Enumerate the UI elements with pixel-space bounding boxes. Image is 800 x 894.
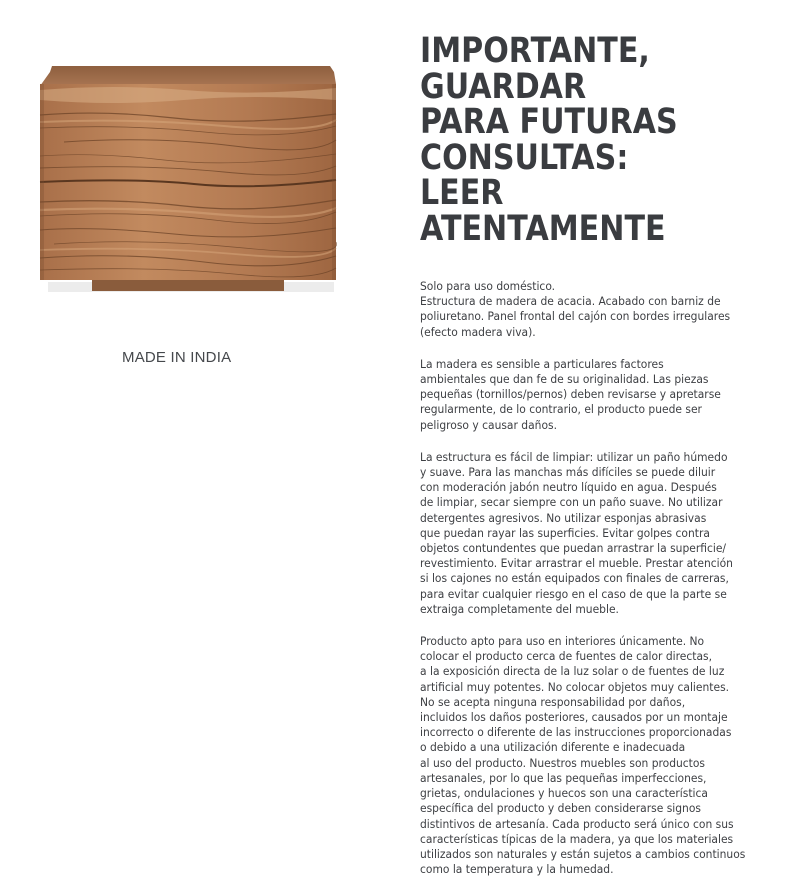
paragraph-cleaning — [420, 450, 790, 617]
headline-line: LEER — [420, 173, 504, 213]
top-surface — [40, 66, 336, 86]
text-line: como la temperatura y la humedad. — [420, 862, 614, 877]
text-line: distintivos de artesanía. Cada producto será único con sus — [420, 816, 734, 831]
text-line: pequeñas (tornillos/pernos) deben revisarse y apretarse — [420, 387, 721, 402]
paragraph-indoor-use — [420, 634, 790, 877]
text-line: características típicas de la madera, ya que los materiales — [420, 831, 734, 846]
paragraph-usage — [420, 279, 790, 340]
text-line: ambientales que dan fe de su originalidad. Las piezas — [420, 372, 709, 387]
text-line: (efecto madera viva). — [420, 324, 536, 339]
text-line: utilizados son naturales y están sujetos a cambios continuos — [420, 846, 746, 861]
text-line: incluidos los daños posteriores, causados por un montaje — [420, 710, 728, 725]
text-line: específica del producto y deben considerarse signos — [420, 801, 701, 816]
text-line: con moderación jabón neutro líquido en agua. Después — [420, 480, 717, 495]
text-line: artesanales, por lo que las pequeñas imperfecciones, — [420, 770, 707, 785]
headline-line: IMPORTANTE, — [420, 31, 650, 71]
text-line: detergentes agresivos. No utilizar esponjas abrasivas — [420, 510, 707, 525]
nightstand-illustration — [34, 60, 342, 300]
text-line: y suave. Para las manchas más difíciles se puede diluir — [420, 465, 716, 480]
text-line: incorrecto o diferente de las instrucciones proporcionadas — [420, 725, 732, 740]
text-line: colocar el producto cerca de fuentes de calor directas, — [420, 649, 713, 664]
text-line: poliuretano. Panel frontal del cajón con bordes irregulares — [420, 309, 731, 324]
headline-line: ATENTAMENTE — [420, 208, 666, 249]
headline-line: PARA FUTURAS — [420, 102, 678, 142]
plinth — [92, 280, 284, 291]
text-line: La estructura es fácil de limpiar: utilizar un paño húmedo — [420, 449, 728, 464]
instructions-body — [420, 279, 790, 894]
headline-line: CONSULTAS: — [420, 137, 629, 178]
headline-line: GUARDAR — [420, 66, 587, 107]
text-line: al uso del producto. Nuestros muebles son productos — [420, 755, 706, 770]
text-line: extraiga completamente del mueble. — [420, 601, 619, 616]
product-image — [34, 60, 342, 300]
text-line: La madera es sensible a particulares factores — [420, 356, 664, 371]
text-line: si los cajones no están equipados con finales de carreras, — [420, 571, 729, 586]
text-line: Producto apto para uso en interiores únicamente. No — [420, 634, 705, 649]
made-in-label: MADE IN INDIA — [122, 349, 232, 366]
text-line: objetos contundentes que puedan arrastrar la superficie/ — [420, 541, 727, 556]
text-line: Solo para uso doméstico. — [420, 279, 556, 293]
text-line: peligroso y causar daños. — [420, 417, 557, 432]
text-line: Estructura de madera de acacia. Acabado con barniz de — [420, 294, 721, 309]
text-line: a la exposición directa de la luz solar o de fuentes de luz — [420, 664, 725, 679]
text-line: No se acepta ninguna responsabilidad por daños, — [420, 694, 686, 709]
text-line: que puedan rayar las superficies. Evitar golpes contra — [420, 525, 710, 540]
text-line: regularmente, de lo contrario, el producto puede ser — [420, 402, 702, 417]
text-line: para evitar cualquier riesgo en el caso de que la parte se — [420, 586, 727, 601]
text-line: de limpiar, secar siempre con un paño suave. No utilizar — [420, 495, 723, 510]
text-line: artificial muy potentes. No colocar objetos muy calientes. — [420, 679, 730, 694]
text-line: o debido a una utilización diferente e inadecuada — [420, 740, 686, 755]
paragraph-wood-care — [420, 357, 790, 433]
text-line: revestimiento. Evitar arrastrar el mueble. Prestar atención — [420, 556, 733, 571]
text-line: grietas, ondulaciones y huecos son una característica — [420, 786, 708, 801]
headline — [420, 31, 738, 249]
